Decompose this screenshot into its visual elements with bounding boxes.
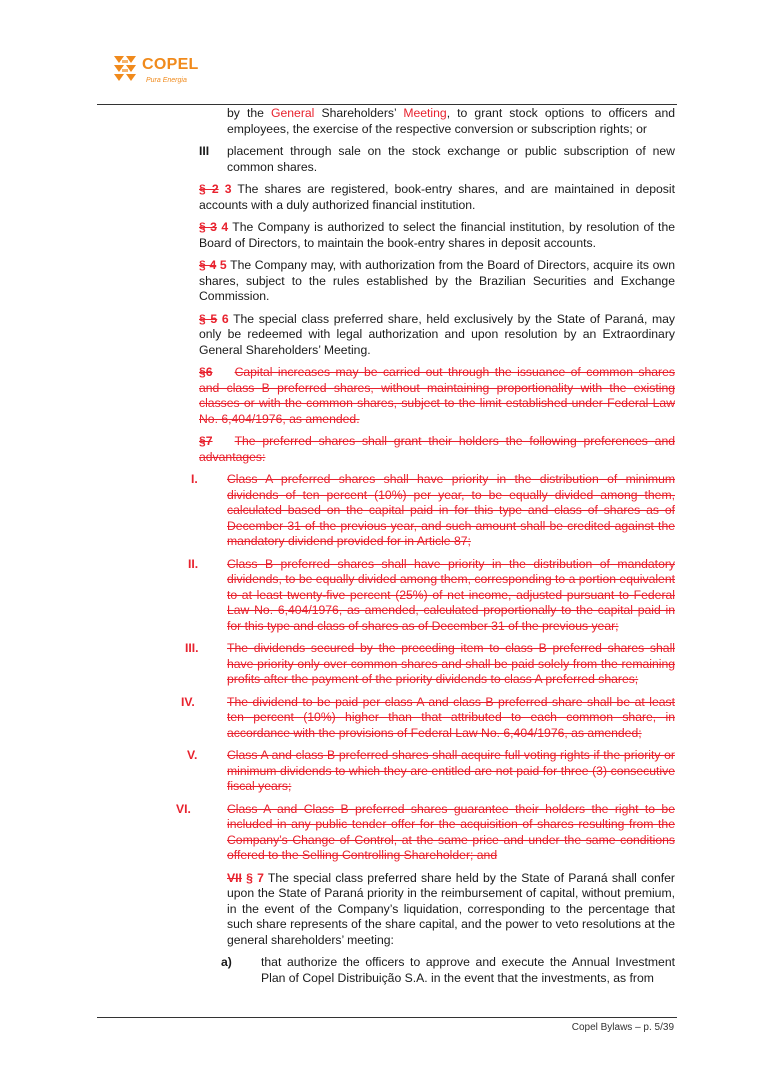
item-iii [199,144,675,175]
paragraph-4: § 3 4 The Company is authorized to select the financial institution, by resolution of the Board of Directors, to maintain the book-entry shares in deposit accounts. [199,220,676,250]
paragraph-7: VII § 7 The special class preferred share held by the State of Paraná shall confer upon the State of Paraná priority in the reimbursement of capital, without premium, in the event of the Company’s liquidation, corresponding to the percentage that such share represents of the share capital, and the power to veto resolutions at the general shareholders’ meeting: [227,870,675,947]
header-divider [97,104,677,105]
company-tagline: Pura Energia [146,77,187,84]
sub-item-a [199,955,675,986]
deleted-item-v: V. Class A and class B preferred shares shall acquire full voting rights if the priority or minimum dividends to which they are entitled are not paid for three (3) consecutive fiscal years; [187,748,675,793]
deleted-item-vi: VI. Class A and Class B preferred shares guarantee their holders the right to be included in any public tender offer for the acquisition of shares resulting from the Company’s Change of Control, at the same price and under the same conditions offered to the Selling Controlling Shareholder; and [176,801,675,862]
continuation-text: by the General Shareholders’ Meeting, to grant stock options to officers and employees, the exercise of the respective conversion or subscription rights; or [227,106,675,136]
deleted-item-iii: III. The dividends secured by the preceding item to class B preferred shares shall have priority only over common shares and shall be paid solely from the remaining profits after the payment of the priority dividends to class A preferred shares; [185,641,675,686]
deleted-item-ii: II. Class B preferred shares shall have priority in the distribution of mandatory dividends, to be equally divided among them, corresponding to a portion equivalent to at least twenty-five percent (25%) of net income, adjusted pursuant to Federal Law No. 6,404/1976, as amended, calculated proportionally to the capital paid in for this type and class of shares as of December 31 of the previous year; [188,556,675,633]
paragraph-3: § 2 3 The shares are registered, book-entry shares, and are maintained in deposit accounts with a duly authorized financial institution. [199,182,675,212]
copel-logo-icon [112,54,140,84]
document-body [176,106,676,986]
paragraph-5: § 4 5 The Company may, with authorization from the Board of Directors, acquire its own shares, subject to the rules established by the Brazilian Securities and Exchange Commission. [199,258,675,303]
sub-item-letter: a) [221,955,232,969]
item-text: placement through sale on the stock exchange or public subscription of new common shares. [227,144,675,174]
deleted-paragraph-7: §7 The preferred shares shall grant their holders the following preferences and advantages: [199,434,675,464]
deleted-paragraph-6: §6 Capital increases may be carried out through the issuance of common shares and class B preferred shares, without maintaining proportionality with the existing classes or with the common shares, subject to the limit established under Federal Law No. 6,404/1976, as amended. [199,365,675,426]
company-name: COPEL [142,56,199,73]
footer-divider [97,1017,677,1018]
deleted-item-i: I. Class A preferred shares shall have priority in the distribution of minimum dividends of ten percent (10%) per year, to be equally divided among them, calculated based on the capital paid in for this type and class of shares as of December 31 of the previous year, and such amount shall be credited against the mandatory dividend provided for in Article 87; [191,472,675,548]
copel-logo [112,52,212,92]
page-footer: Copel Bylaws – p. 5/39 [571,1022,674,1033]
sub-item-text: that authorize the officers to approve and execute the Annual Investment Plan of Copel Distribuição S.A. in the event that the investments, as from [261,955,675,985]
deleted-item-iv: IV. The dividend to be paid per class A and class B preferred share shall be at least ten percent (10%) higher than that attributed to each common share, in accordance with the provisions of Federal Law No. 6,404/1976, as amended; [181,694,675,740]
item-number: III [199,144,210,158]
paragraph-6: § 5 6 The special class preferred share, held exclusively by the State of Paraná, may only be redeemed with legal authorization and upon resolution by an Extraordinary General Shareholders’ Meeting. [199,311,675,357]
